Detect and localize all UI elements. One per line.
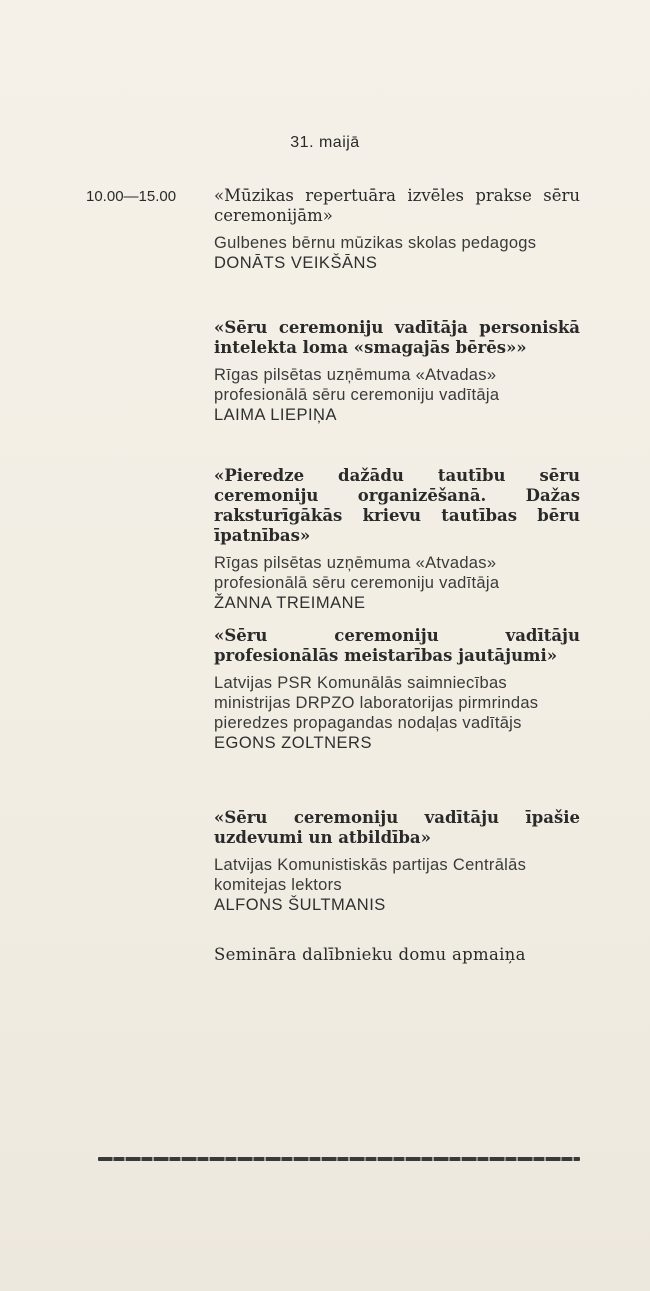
time-range: 10.00—15.00 bbox=[86, 188, 177, 205]
session-description: Rīgas pilsētas uzņēmuma «Atvadas» profesionālā sēru ceremoniju vadītāja bbox=[214, 366, 500, 404]
speaker-name: LAIMA LIEPIŅA bbox=[214, 406, 337, 424]
session-description: Latvijas Komunistiskās partijas Centrālās komitejas lektors bbox=[214, 856, 527, 894]
session-title: «Sēru ceremoniju vadītāju profesionālās meistarības jautājumi» bbox=[214, 626, 580, 665]
speaker-name: DONĀTS VEIKŠĀNS bbox=[214, 254, 378, 272]
session-title: «Mūzikas repertuāra izvēles prakse sēru ceremonijām» bbox=[214, 186, 580, 225]
session-title: «Sēru ceremoniju vadītāja personiskā intelekta loma «smagajās bērēs»» bbox=[214, 318, 580, 357]
speaker-name: EGONS ZOLTNERS bbox=[214, 734, 372, 752]
session-1 bbox=[214, 186, 580, 273]
session-3 bbox=[214, 466, 580, 613]
session-title: «Sēru ceremoniju vadītāju īpašie uzdevumi un atbildība» bbox=[214, 808, 580, 847]
session-description: Latvijas PSR Komunālās saimniecības ministrijas DRPZO laboratorijas pirmrindas pieredzes propagandas nodaļas vadītājs bbox=[214, 674, 539, 732]
decorative-rule bbox=[98, 1157, 580, 1161]
date-heading: 31. maijā bbox=[290, 134, 360, 151]
session-4 bbox=[214, 626, 580, 753]
session-description: Gulbenes bērnu mūzikas skolas pedagogs bbox=[214, 234, 537, 252]
closing-text: Semināra dalībnieku domu apmaiņa bbox=[214, 945, 526, 964]
speaker-name: ŽANNA TREIMANE bbox=[214, 594, 366, 612]
session-title: «Pieredze dažādu tautību sēru ceremoniju organizēšanā. Dažas raksturīgākās krievu tautības bēru īpatnības» bbox=[214, 466, 580, 545]
session-description: Rīgas pilsētas uzņēmuma «Atvadas» profesionālā sēru ceremoniju vadītāja bbox=[214, 554, 500, 592]
session-2 bbox=[214, 318, 580, 425]
speaker-name: ALFONS ŠULTMANIS bbox=[214, 896, 386, 914]
session-5 bbox=[214, 808, 580, 915]
